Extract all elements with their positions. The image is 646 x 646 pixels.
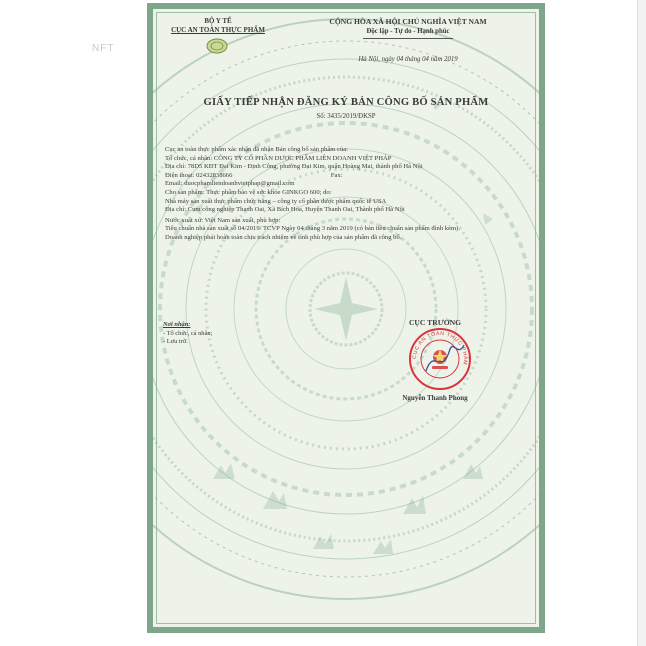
address-line: Địa chỉ: 78D5 KĐT Đại Kim - Định Công, phường Đại Kim, quận Hoàng Mai, thành phố Hà Nội	[165, 163, 423, 171]
ministry-name: BỘ Y TẾ	[204, 17, 232, 25]
recipients-heading: Nơi nhận:	[163, 321, 191, 328]
email-line: Email: duocphamliendoanhvietphap@gmail.com	[165, 180, 295, 188]
fax-text: Fax:	[330, 171, 343, 179]
standard-line: Tiêu chuẩn nhà sản xuất số 04/2019/ TCVP Ngày 04 tháng 3 năm 2019 (có bản tiêu chuẩn sản phẩm đính kèm).	[165, 225, 460, 233]
recipients-block	[163, 321, 212, 347]
issuer-header	[153, 17, 283, 35]
recipient-item: - Tổ chức, cá nhân;	[163, 329, 213, 337]
agency-name: CỤC AN TOÀN THỰC PHẨM	[171, 26, 265, 34]
document-title: GIẤY TIẾP NHẬN ĐĂNG KÝ BẢN CÔNG BỐ SẢN PHẨM	[203, 97, 489, 108]
signatory-title: CỤC TRƯỞNG	[408, 318, 462, 327]
issue-date: Hà Nội, ngày 04 tháng 04 năm 2019	[358, 56, 458, 63]
certificate-page	[147, 3, 545, 633]
product-line: Cho sản phẩm: Thực phẩm bảo vệ sức khỏe GINKGO 600; do:	[165, 188, 332, 196]
recipient-item: - Lưu trữ.	[163, 338, 188, 345]
phone-text: Điện thoại: 02432838666	[165, 171, 233, 179]
official-stamp-icon	[408, 327, 472, 391]
origin-line: Nước xuất xứ: Việt Nam sản xuất, phù hợp:	[165, 216, 281, 224]
motto-underline	[363, 38, 453, 39]
phone-fax-line	[165, 172, 525, 181]
intro-line: Cục an toàn thực phẩm xác nhận đã nhận Bản công bố sản phẩm của:	[165, 146, 349, 153]
national-header	[283, 17, 533, 39]
organization-line: Tổ chức, cá nhân: CÔNG TY CỔ PHẦN DƯỢC PHẨM LIÊN DOANH VIỆT PHÁP	[165, 154, 392, 162]
responsibility-line: Doanh nghiệp phải hoàn toàn chịu trách nhiệm về tính phù hợp của sản phẩm đã công bố.	[165, 233, 402, 241]
agency-logo-icon	[206, 38, 228, 54]
manufacturer-address-line: Địa chỉ: Cụm công nghiệp Thanh Oai, Xã Bích Hòa, Huyện Thanh Oai, Thành phố Hà Nội	[165, 206, 405, 214]
country-name: CỘNG HÒA XÃ HỘI CHỦ NGHĨA VIỆT NAM	[329, 17, 487, 26]
certificate-body	[165, 146, 525, 243]
watermark-text: NFT	[92, 43, 115, 54]
signatory-name: Nguyễn Thanh Phong	[402, 394, 468, 402]
stamp-text: CỤC AN TOÀN THỰC PHẨM	[411, 330, 469, 366]
right-edge-strip	[637, 0, 646, 646]
national-motto: Độc lập - Tự do - Hạnh phúc	[366, 28, 450, 35]
document-number: Số: 3435/2019/ĐKSP	[316, 113, 376, 120]
manufacturer-line: Nhà máy sản xuất thực phẩm chức năng – công ty cổ phần dược phẩm quốc tế USA	[165, 197, 387, 205]
